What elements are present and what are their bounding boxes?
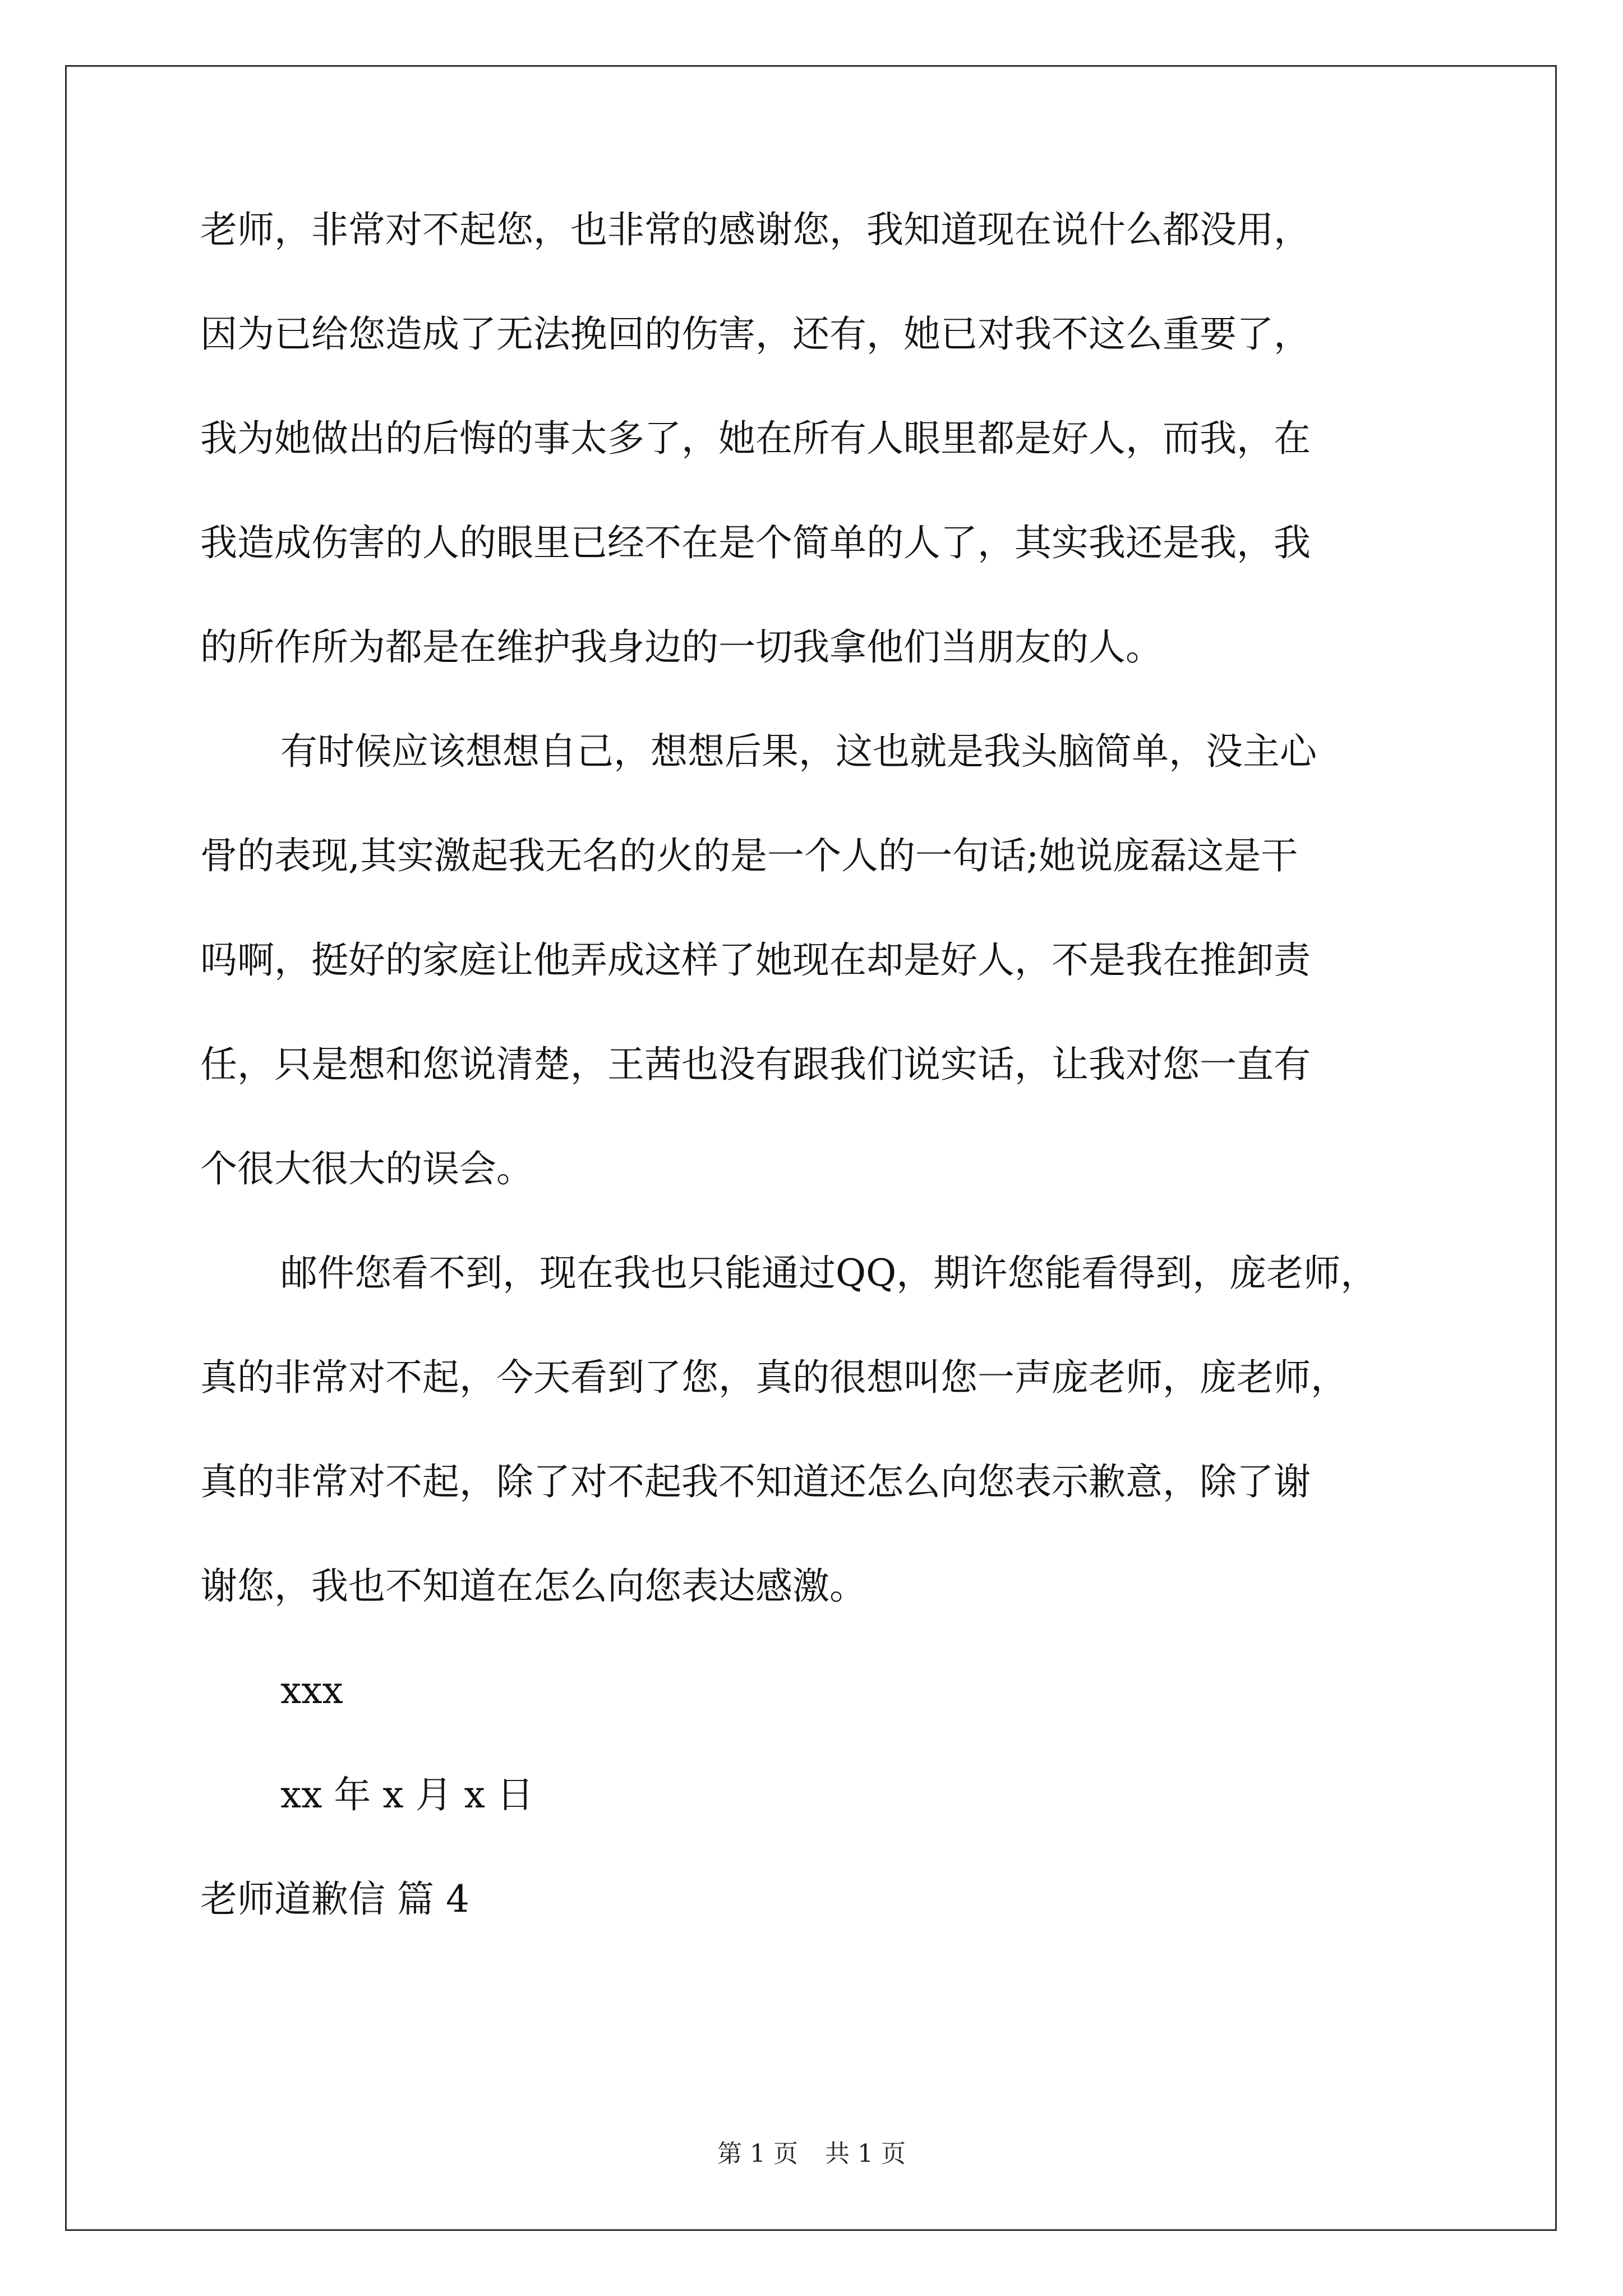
- signature: xxx: [280, 1669, 343, 1712]
- paragraph-line: 真的非常对不起，今天看到了您，真的很想叫您一声庞老师，庞老师，: [200, 1356, 1348, 1399]
- paragraph-line: 邮件您看不到，现在我也只能通过QQ，期许您能看得到，庞老师，: [280, 1251, 1378, 1295]
- section-heading: 老师道歉信 篇 4: [200, 1878, 469, 1921]
- paragraph-line: 我为她做出的后悔的事太多了，她在所有人眼里都是好人，而我，在: [200, 417, 1311, 460]
- page-number: 第 1 页: [717, 2139, 798, 2168]
- paragraph-line: 骨的表现,其实激起我无名的火的是一个人的一句话;她说庞磊这是干: [200, 834, 1298, 877]
- paragraph-line: 吗啊，挺好的家庭让他弄成这样了她现在却是好人，不是我在推卸责: [200, 938, 1311, 982]
- paragraph-line: 有时候应该想想自己，想想后果，这也就是我头脑简单，没主心: [280, 730, 1317, 773]
- letter-date: xx 年 x 月 x 日: [280, 1773, 534, 1816]
- paragraph-line: 我造成伤害的人的眼里已经不在是个简单的人了，其实我还是我，我: [200, 521, 1311, 564]
- paragraph-line: 老师，非常对不起您，也非常的感谢您，我知道现在说什么都没用，: [200, 208, 1311, 251]
- paragraph-line: 因为已给您造成了无法挽回的伤害，还有，她已对我不这么重要了，: [200, 312, 1311, 356]
- page-total: 共 1 页: [825, 2139, 906, 2168]
- paragraph-line: 的所作所为都是在维护我身边的一切我拿他们当朋友的人。: [200, 625, 1163, 669]
- paragraph-line: 谢您，我也不知道在怎么向您表达感激。: [200, 1565, 866, 1608]
- page-footer: [0, 2137, 1623, 2171]
- paragraph-line: 真的非常对不起，除了对不起我不知道还怎么向您表示歉意，除了谢: [200, 1460, 1311, 1503]
- paragraph-line: 任，只是想和您说清楚，王茜也没有跟我们说实话，让我对您一直有: [200, 1043, 1311, 1086]
- paragraph-line: 个很大很大的误会。: [200, 1147, 533, 1190]
